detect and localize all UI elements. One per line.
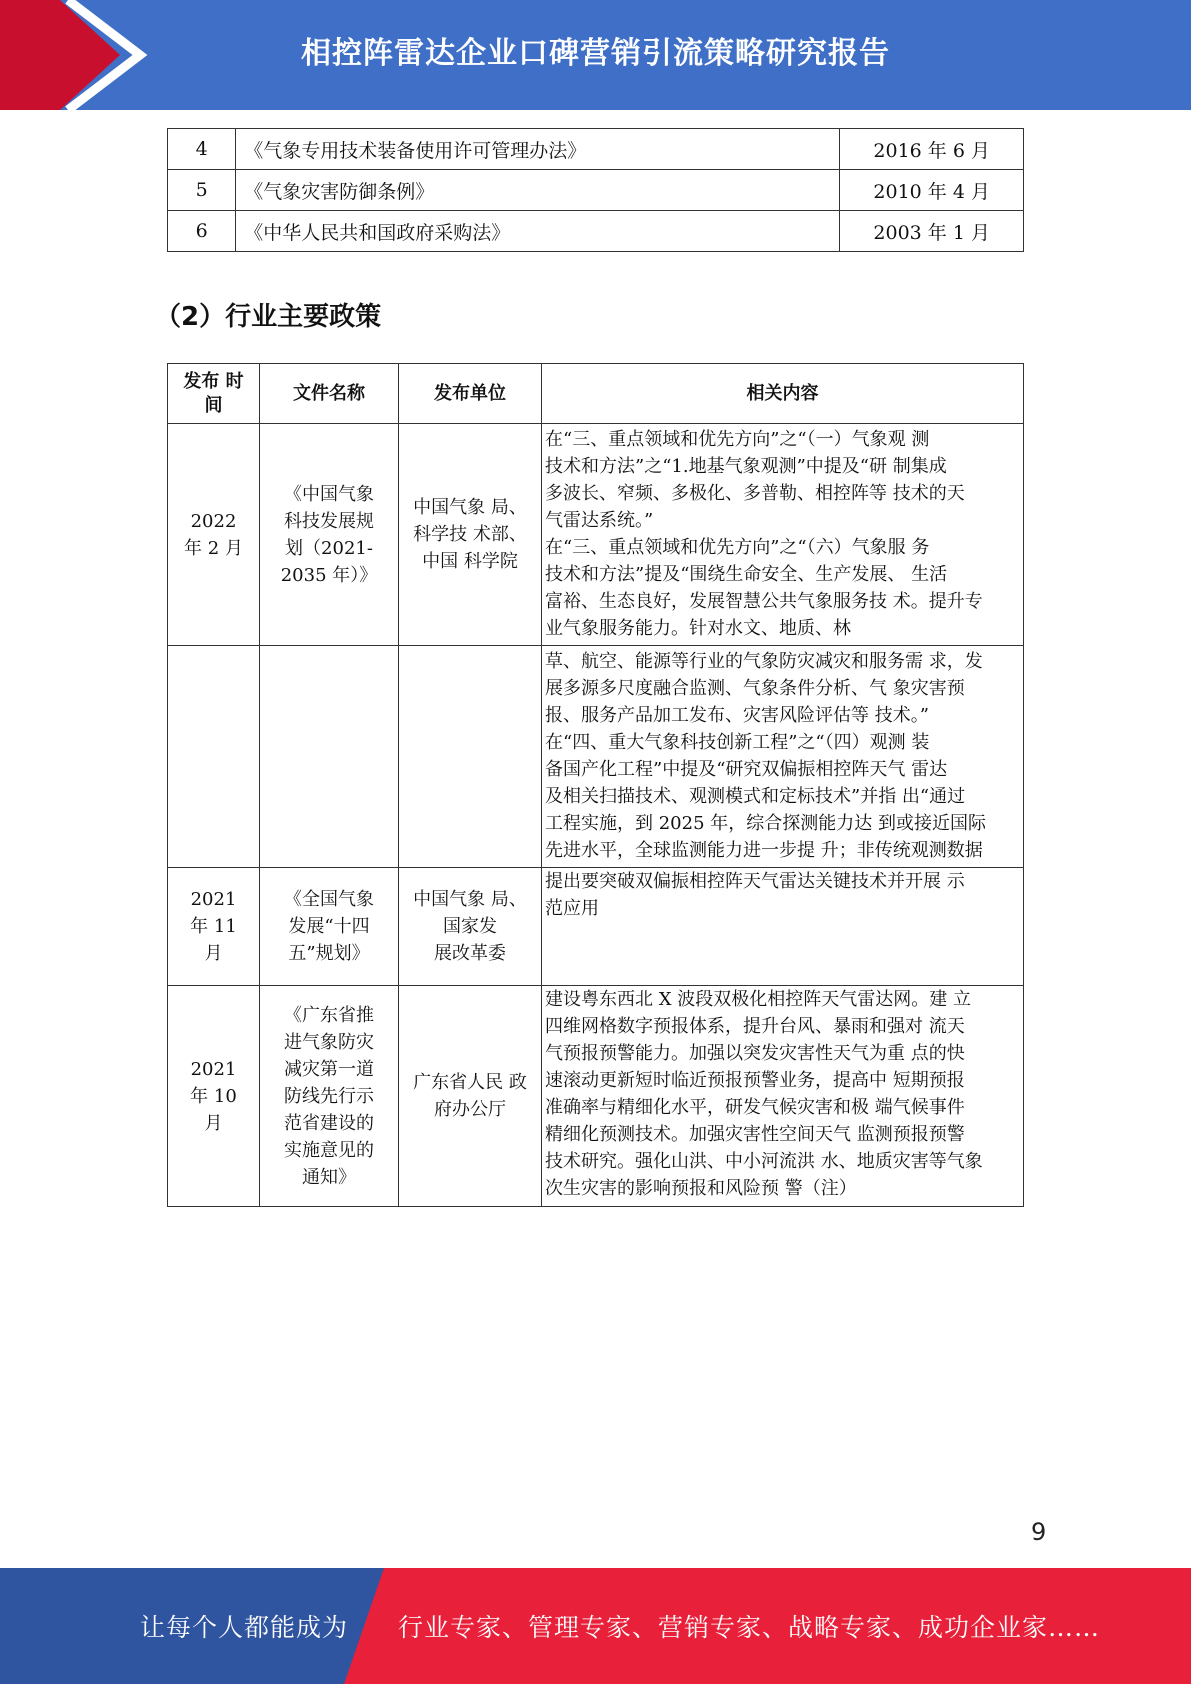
page-number: 9 bbox=[1031, 1518, 1047, 1546]
policy-content bbox=[542, 424, 1024, 646]
policy-file-name bbox=[260, 424, 399, 646]
policy-file-name-line: 发展“十四 bbox=[288, 916, 370, 937]
header-time bbox=[168, 364, 260, 424]
table-row bbox=[168, 211, 1024, 252]
policy-content-line: 范应用 bbox=[545, 898, 599, 919]
law-name: 《中华人民共和国政府采购法》 bbox=[236, 211, 840, 252]
header-arrow-decoration bbox=[0, 0, 150, 110]
policy-content-line: 备国产化工程”中提及“研究双偏振相控阵天气 雷达 bbox=[545, 759, 948, 780]
policy-content-line: 在“三、重点领域和优先方向”之“（一）气象观 测 bbox=[545, 429, 930, 450]
law-name: 《气象灾害防御条例》 bbox=[236, 170, 840, 211]
policy-content-line: 气雷达系统。” bbox=[545, 510, 654, 531]
policy-file-name-line: 《广东省推 bbox=[284, 1004, 374, 1026]
policy-file-name-line: 《全国气象 bbox=[284, 889, 374, 910]
law-name: 《气象专用技术装备使用许可管理办法》 bbox=[236, 129, 840, 170]
policy-issuer-line: 国家发 bbox=[443, 916, 497, 937]
table-row bbox=[168, 868, 1024, 986]
policy-content-line: 在“四、重大气象科技创新工程”之“（四）观测 装 bbox=[545, 732, 930, 753]
policy-time-line: 2022 bbox=[190, 510, 237, 532]
policy-time bbox=[168, 986, 260, 1207]
header-content: 相关内容 bbox=[542, 364, 1024, 424]
policy-content-line: 富裕、生态良好，发展智慧公共气象服务技 术。提升专 bbox=[545, 591, 983, 612]
policy-content bbox=[542, 986, 1024, 1207]
policy-content-line: 多波长、窄频、多极化、多普勒、相控阵等 技术的天 bbox=[545, 483, 965, 504]
footer-slogan-right: 行业专家、管理专家、营销专家、战略专家、成功企业家…… bbox=[398, 1613, 1101, 1642]
law-num: 5 bbox=[168, 170, 236, 211]
policy-file-name-line: 科技发展规 bbox=[284, 510, 374, 532]
law-date: 2010 年 4 月 bbox=[840, 170, 1024, 211]
policy-content-line: 及相关扫描技术、观测模式和定标技术”并指 出“通过 bbox=[545, 786, 966, 807]
policy-content bbox=[542, 868, 1024, 986]
policy-file-name-line: 范省建设的 bbox=[284, 1112, 374, 1134]
law-table bbox=[167, 128, 1024, 252]
policy-content-line: 展多源多尺度融合监测、气象条件分析、气 象灾害预 bbox=[545, 678, 965, 699]
policy-issuer-line: 府办公厅 bbox=[434, 1099, 506, 1120]
policy-time-line: 月 bbox=[204, 1112, 223, 1134]
policy-time-line: 年 2 月 bbox=[184, 537, 243, 559]
policy-time-line: 年 11 bbox=[190, 916, 237, 937]
policy-issuer-line: 中国 科学院 bbox=[422, 551, 518, 572]
policy-file-name-line: 减灾第一道 bbox=[284, 1058, 374, 1080]
policy-content-line: 技术和方法”之“1.地基气象观测”中提及“研 制集成 bbox=[545, 456, 947, 477]
policy-file-name-line: 2035 年）》 bbox=[280, 564, 378, 586]
header-unit: 发布单位 bbox=[399, 364, 542, 424]
policy-file-name bbox=[260, 646, 399, 868]
policy-time-line: 月 bbox=[204, 943, 223, 964]
policy-issuer bbox=[399, 986, 542, 1207]
policy-issuer-line: 科学技 术部、 bbox=[413, 524, 527, 545]
section-heading: （2）行业主要政策 bbox=[155, 302, 382, 332]
policy-content-line: 四维网格数字预报体系，提升台风、暴雨和强对 流天 bbox=[545, 1016, 965, 1037]
policy-content-line: 草、航空、能源等行业的气象防灾减灾和服务需 求，发 bbox=[545, 651, 983, 672]
policy-time bbox=[168, 646, 260, 868]
table-row bbox=[168, 129, 1024, 170]
policy-content-line: 次生灾害的影响预报和风险预 警（注） bbox=[545, 1178, 857, 1199]
policy-content-line: 建设粤东西北 X 波段双极化相控阵天气雷达网。建 立 bbox=[545, 989, 971, 1010]
policy-content-line: 工程实施，到 2025 年，综合探测能力达 到或接近国际 bbox=[545, 813, 986, 834]
policy-content-line: 精细化预测技术。加强灾害性空间天气 监测预报预警 bbox=[545, 1124, 965, 1145]
policy-content-line: 报、服务产品加工发布、灾害风险评估等 技术。” bbox=[545, 705, 929, 726]
footer-slogan-left: 让每个人都能成为 bbox=[140, 1613, 349, 1642]
policy-issuer-line: 广东省人民 政 bbox=[413, 1072, 527, 1093]
page-footer bbox=[0, 1568, 1191, 1684]
header-title: 相控阵雷达企业口碑营销引流策略研究报告 bbox=[301, 36, 890, 71]
table-row bbox=[168, 170, 1024, 211]
policy-issuer bbox=[399, 646, 542, 868]
law-date: 2003 年 1 月 bbox=[840, 211, 1024, 252]
policy-issuer bbox=[399, 424, 542, 646]
policy-time-line: 年 10 bbox=[190, 1085, 237, 1107]
policy-content-line: 业气象服务能力。针对水文、地质、林 bbox=[545, 618, 851, 639]
policy-file-name-line: 《中国气象 bbox=[284, 483, 374, 505]
policy-time bbox=[168, 868, 260, 986]
table-header-row bbox=[168, 364, 1024, 424]
policy-time-line: 2021 bbox=[190, 1058, 237, 1080]
policy-time-line: 2021 bbox=[190, 889, 237, 910]
policy-issuer-line: 展改革委 bbox=[434, 943, 506, 964]
table-row bbox=[168, 424, 1024, 646]
table-row bbox=[168, 986, 1024, 1207]
policy-file-name-line: 防线先行示 bbox=[284, 1085, 374, 1107]
policy-issuer-line: 中国气象 局、 bbox=[413, 497, 527, 518]
policy-table bbox=[167, 363, 1024, 1207]
policy-file-name-line: 划（2021- bbox=[285, 537, 373, 559]
header-time-line1: 发布 时 bbox=[183, 370, 244, 392]
table-row bbox=[168, 646, 1024, 868]
policy-file-name bbox=[260, 868, 399, 986]
policy-content-line: 速滚动更新短时临近预报预警业务，提高中 短期预报 bbox=[545, 1070, 965, 1091]
policy-content-line: 提出要突破双偏振相控阵天气雷达关键技术并开展 示 bbox=[545, 871, 965, 892]
law-num: 6 bbox=[168, 211, 236, 252]
policy-content-line: 准确率与精细化水平，研发气候灾害和极 端气候事件 bbox=[545, 1097, 965, 1118]
policy-issuer bbox=[399, 868, 542, 986]
header-time-line2: 间 bbox=[204, 394, 223, 416]
policy-file-name bbox=[260, 986, 399, 1207]
policy-content-line: 先进水平，全球监测能力进一步提 升；非传统观测数据 bbox=[545, 840, 983, 861]
policy-content-line: 技术和方法”提及“围绕生命安全、生产发展、 生活 bbox=[545, 564, 948, 585]
law-date: 2016 年 6 月 bbox=[840, 129, 1024, 170]
policy-content-line: 气预报预警能力。加强以突发灾害性天气为重 点的快 bbox=[545, 1043, 965, 1064]
policy-issuer-line: 中国气象 局、 bbox=[413, 889, 527, 910]
policy-content-line: 技术研究。强化山洪、中小河流洪 水、地质灾害等气象 bbox=[545, 1151, 983, 1172]
header-file: 文件名称 bbox=[260, 364, 399, 424]
policy-file-name-line: 实施意见的 bbox=[284, 1139, 374, 1161]
policy-file-name-line: 进气象防灾 bbox=[284, 1031, 374, 1053]
page-header bbox=[0, 0, 1191, 110]
policy-content-line: 在“三、重点领域和优先方向”之“（六）气象服 务 bbox=[545, 537, 930, 558]
policy-content bbox=[542, 646, 1024, 868]
policy-file-name-line: 五”规划》 bbox=[288, 943, 370, 964]
policy-file-name-line: 通知》 bbox=[302, 1166, 356, 1188]
policy-time bbox=[168, 424, 260, 646]
law-num: 4 bbox=[168, 129, 236, 170]
